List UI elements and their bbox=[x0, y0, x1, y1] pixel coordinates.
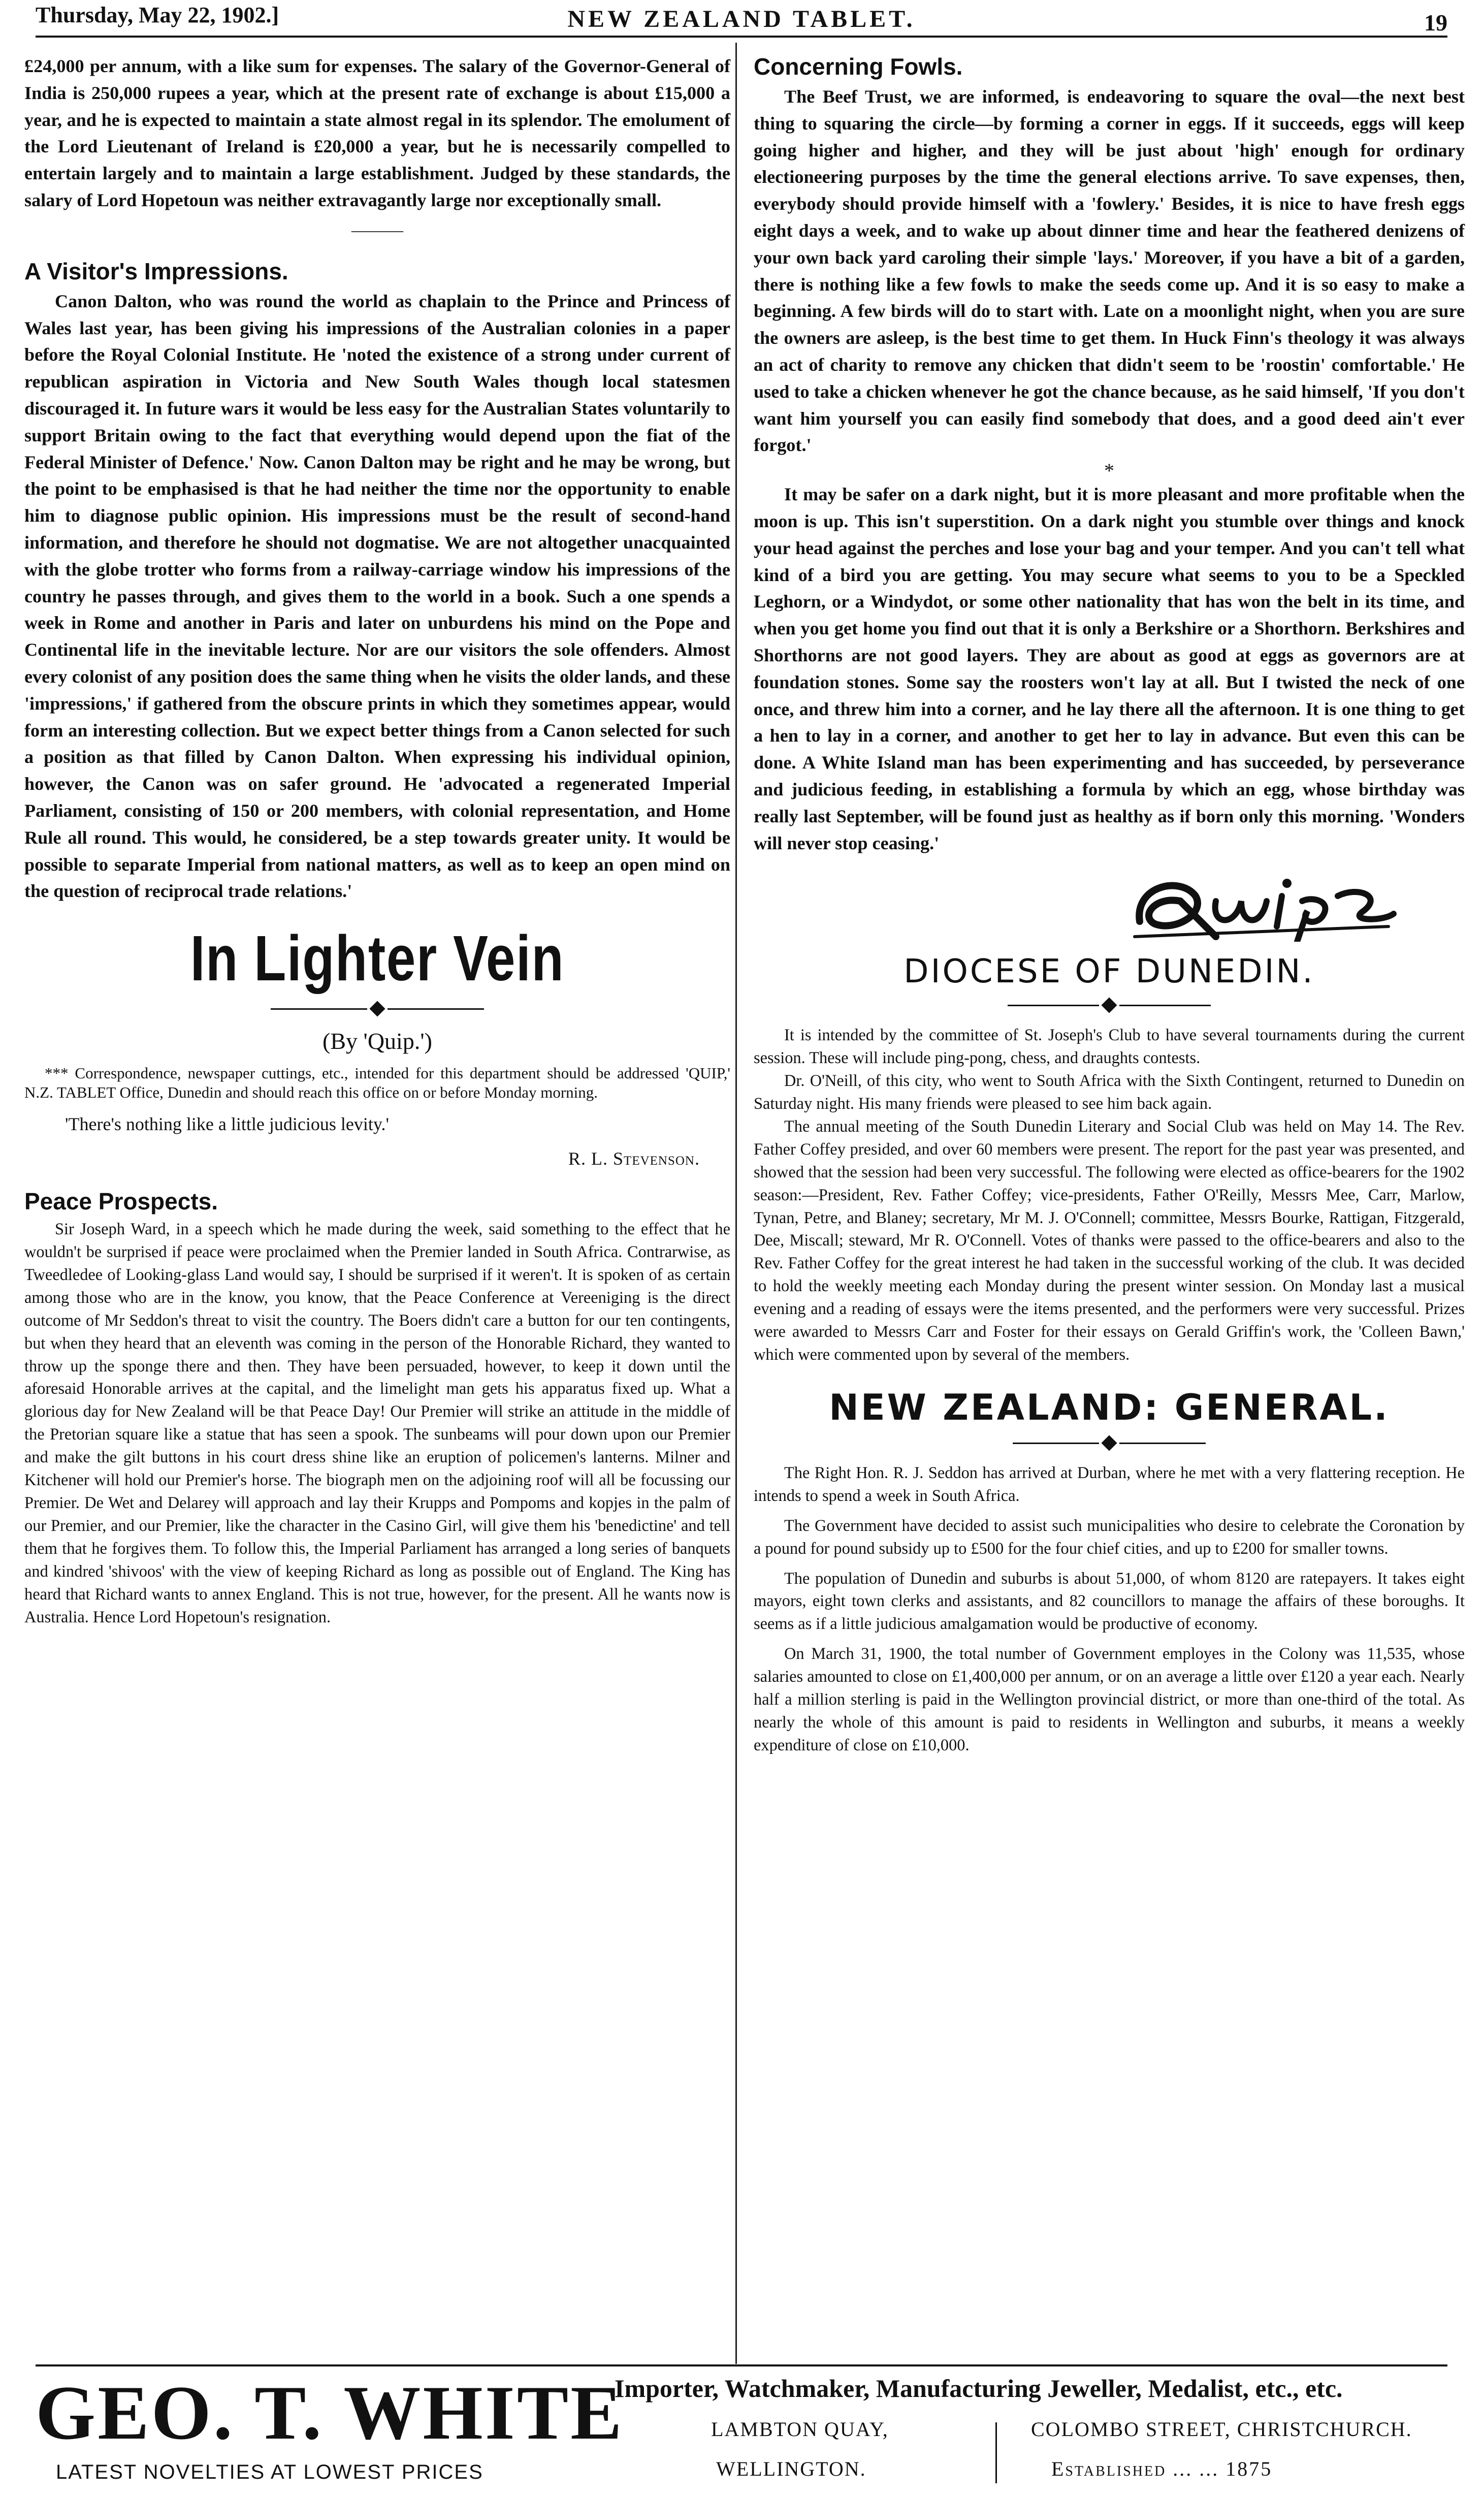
lighter-vein-title: In Lighter Vein bbox=[190, 922, 565, 995]
correspondence-note: *** Correspondence, newspaper cuttings, etc., intended for this department should be addressed 'QUIP,' N.Z. TABLET Office, Dunedin and should reach this office on or before Monday morning. bbox=[24, 1064, 730, 1102]
opening-paragraph: £24,000 per annum, with a like sum for expenses. The salary of the Governor-General of India is 250,000 rupees a year, which at the present rate of exchange is about £15,000 a year, and he is expected to maintain a state almost regal in its splendor. The emolument of the Lord Lieutenant of Ireland is £20,000 a year, but he is necessarily compelled to entertain largely and to maintain a large establishment. Judged by these standards, the salary of Lord Hopetoun was neither extravagantly large nor exceptionally small. bbox=[24, 56, 730, 210]
masthead-title: NEW ZEALAND TABLET. bbox=[567, 6, 916, 33]
issue-date: Thursday, May 22, 1902.] bbox=[36, 3, 279, 27]
page-number: 19 bbox=[1424, 10, 1447, 36]
advertisement-footer bbox=[36, 2364, 1447, 2488]
right-column bbox=[754, 53, 1465, 1757]
fowls-paragraph-2: It may be safer on a dark night, but it is more pleasant and more profitable when the moon is up. This isn't superstition. On a dark night you stumble over things and knock your head against the perches and lose your bag and your temper. And you can't tell what kind of a bird you are getting. You may secure what seems to you to be a Speckled Leghorn, or a Windydot, or some other nationality that has won the belt in its time, and when you get home you find out that it is only a Berkshire or a Shorthorn. Berkshires and Shorthorns are not good layers. They are about as good at eggs as governors are at foundation stones. Some say the roosters won't lay at all. But I twisted the neck of one once, and threw him into a corner, and he lay there all the afternoon. It is one thing to get a hen to lay in a corner, and another to get her to lay in advance. But even this can be done. A White Island man has been experimenting and has succeeded, by perseverance and judicious feeding, in establishing a formula by which an egg, whose birthday was really last September, will be found just as healthy as if born only this morning. 'Wonders will never stop ceasing.' bbox=[754, 484, 1465, 853]
visitor-paragraph: Canon Dalton, who was round the world as chaplain to the Prince and Princess of Wales last year, has been giving his impressions of the Australian colonies in a paper before the Royal Colonial Institute. He 'noted the existence of a strong under current of republican aspiration in Victoria and New South Wales though local statesmen discouraged it. In future wars it would be less easy for the Australian States voluntarily to support Britain owing to the fact that everything would depend upon the fiat of the Federal Minister of Defence.' Now. Canon Dalton may be right and he may be wrong, but the point to be emphasised is that he had neither the time nor the opportunity to enable him to diagnose public opinion. His impressions must be the result of second-hand information, and therefore he should not dogmatise. We are not altogether unacquainted with the globe trotter who forms from a railway-carriage window his impressions of the country he passes through, and gives them to the world in a book. Such a one spends a week in Rome and another in Paris and later on unburdens his mind on the Pope and Continental life in the inevitable lecture. Nor are our visitors the sole offenders. Almost every colonist of any position does the same thing when he visits the older lands, and these 'impressions,' if gathered from the obscure prints in which they sometimes appear, would form an interesting collection. But we expect better things from a Canon selected for such a position as that filled by Canon Dalton. When expressing his individual opinion, however, the Canon was on safer ground. He 'advocated a regenerated Imperial Parliament, consisting of 150 or 200 members, with colonial representation, and Home Rule all round. This would, he considered, be a step towards greater unity. It would be possible to separate Imperial from national matters, as well as to keep an open mind on the question of reciprocal trade relations.' bbox=[24, 291, 730, 902]
general-paragraph-2: The Government have decided to assist such municipalities who desire to celebrate the Coronation by a pound for pound subsidy up to £500 for the four chief cities, and up to £200 for smaller towns. bbox=[754, 1516, 1465, 1558]
advertiser-tagline: LATEST NOVELTIES AT LOWEST PRICES bbox=[56, 2461, 483, 2483]
christchurch-address: COLOMBO STREET, CHRISTCHURCH. bbox=[1031, 2418, 1412, 2441]
epigraph-author: R. L. Stevenson. bbox=[568, 1148, 700, 1169]
peace-heading: Peace Prospects. bbox=[24, 1188, 218, 1215]
wellington-street: LAMBTON QUAY, bbox=[711, 2418, 889, 2441]
page-header bbox=[36, 0, 1447, 38]
advertiser-description: Importer, Watchmaker, Manufacturing Jeweller, Medalist, etc., etc. bbox=[615, 2374, 1343, 2403]
byline: (By 'Quip.') bbox=[322, 1028, 432, 1054]
general-paragraph-4: On March 31, 1900, the total number of Government employes in the Colony was 11,535, whose salaries amounted to close on £1,400,000 per annum, or on an average a little over £120 a year each. Nearly half a million sterling is paid in the Wellington provincial district, or more than one-third of the total. As nearly the whole of this amount is paid to residents in Wellington and suburbs, it means a weekly expenditure of close on £10,000. bbox=[754, 1645, 1465, 1754]
section-star: * bbox=[1104, 459, 1114, 483]
quip-signature bbox=[754, 866, 1404, 942]
general-paragraph-1: The Right Hon. R. J. Seddon has arrived at Durban, where he met with a very flattering reception. He intends to spend a week in South Africa. bbox=[754, 1463, 1465, 1505]
diocese-paragraph-2: Dr. O'Neill, of this city, who went to South Africa with the Sixth Contingent, returned to Dunedin on Saturday night. His many friends were pleased to see him back again. bbox=[754, 1072, 1465, 1113]
diocese-paragraph-3: The annual meeting of the South Dunedin Literary and Social Club was held on May 14. The Rev. Father Coffey presided, and over 60 members were present. The report for the past year was presented, and showed that the session had been very successful. The following were elected as office-bearers for the 1902 season:—President, Rev. Father Coffey; vice-presidents, Father O'Reilly, Messrs Mee, Carr, Marlow, Tynan, Petre, and Blaney; secretary, Mr M. J. O'Connell; committee, Messrs Bourke, Rattigan, Fitzgerald, Dee, Miscall; steward, Mr R. O'Connell. Votes of thanks were passed to the office-bearers and also to the Rev. Father Coffey for the great interest he had taken in the successful working of the club. It was decided to hold the weekly meeting each Monday during the present winter session. On Monday last a musical evening and a reading of essays were the items presented, and the performers were very successful. Prizes were awarded to Messrs Carr and Foster for their essays on Gerald Griffin's work, the 'Colleen Bawn,' which were commented upon by several of the members. bbox=[754, 1117, 1465, 1364]
diocese-ornament bbox=[1008, 998, 1211, 1013]
peace-paragraph: Sir Joseph Ward, in a speech which he made during the week, said something to the effect that he wouldn't be surprised if peace were proclaimed when the Premier landed in South Africa. Contrarwise, as Tweedledee of Looking-glass Land would say, I should be surprised if it weren't. It is spoken of as certain among those who are in the know, you know, that the Peace Conference at Vereeniging is the direct outcome of Mr Seddon's threat to visit the country. The Boers didn't care a button for our ten contingents, but when they heard that an eleventh was coming in the person of the Honorable Richard, they wanted to throw up the sponge there and then. They have been persuaded, however, to keep it down until the aforesaid Honorable arrives at the capital, and the limelight man gets his apparatus fixed up. What a glorious day for New Zealand will be that Peace Day! Our Premier will strike an attitude in the middle of the Pretorian square like a statue that has seen a spook. The sunbeams will pour down upon our Premier and make the gilt buttons in his court dress shine like an eruption of policemen's lanterns. Milner and Kitchener will hold our Premier's horse. The biograph men on the adjoining roof will all be focussing our Premier. De Wet and Delarey will approach and lay their Krupps and Pompoms and kopjes in the palm of our Premier, and our Premier, like the character in the Casino Girl, will give them his 'benedictine' and tell them that he forgives them. To follow this, the Imperial Parliament has arranged a long series of banquets and kindred 'shivoos' with the view of keeping Richard as long as possible out of England. The King has heard that Richard wants to annex England. This is not true, however, for the present. All he wants now is Australia. Hence Lord Hopetoun's resignation. bbox=[24, 1220, 730, 1626]
visitor-heading: A Visitor's Impressions. bbox=[24, 258, 288, 284]
diocese-paragraph-1: It is intended by the committee of St. Joseph's Club to have several tournaments during the current session. These will include ping-pong, chess, and draughts contests. bbox=[754, 1026, 1465, 1068]
general-ornament bbox=[1013, 1435, 1206, 1451]
signature-graphic bbox=[1119, 866, 1404, 942]
location-separator bbox=[995, 2422, 997, 2483]
fowls-heading: Concerning Fowls. bbox=[754, 53, 963, 80]
column-divider bbox=[735, 43, 737, 2364]
epigraph-quote: 'There's nothing like a little judicious levity.' bbox=[65, 1114, 389, 1135]
advertiser-brand: GEO. T. WHITE bbox=[36, 2370, 624, 2455]
general-paragraph-3: The population of Dunedin and suburbs is about 51,000, of whom 8120 are ratepayers. It takes eight mayors, eight town clerks and assistants, and 82 councillors to manage the affairs of these boroughs. It seems as if a little judicious amalgamation would be productive of economy. bbox=[754, 1569, 1465, 1634]
section-divider: ——— bbox=[351, 220, 403, 240]
fowls-paragraph-1: The Beef Trust, we are informed, is endeavoring to square the oval—the next best thing to squaring the circle—by forming a corner in eggs. If it succeeds, eggs will keep going higher and higher, and they will be just about 'high' enough for ordinary electioneering purposes by the time the general elections arrive. To save expenses, then, everybody should provide himself with a 'fowlery.' Besides, it is nice to have fresh eggs eight days a week, and to wake up about dinner time and hear the feathered denizens of your own back yard caroling their simple 'lays.' Moreover, if you have a bit of a garden, there is nothing like a few fowls to make the seeds come up. And it is so easy to make a beginning. A few birds will do to start with. Late on a moonlight night, when you are sure the owners are asleep, is the best time to get them. In Huck Finn's theology it was always an act of charity to remove any chicken that didn't seem to be 'roostin' comfortable.' He used to take a chicken whenever he got the chance because, as he said himself, 'If you don't want him yourself you can easily find somebody that does, and a good deed ain't ever forgot.' bbox=[754, 86, 1465, 456]
general-title: NEW ZEALAND: GENERAL. bbox=[829, 1386, 1390, 1428]
wellington-city: WELLINGTON. bbox=[716, 2457, 866, 2480]
established-year: Established ... ... 1875 bbox=[1051, 2457, 1273, 2480]
left-column bbox=[24, 53, 730, 1628]
diocese-title: DIOCESE OF DUNEDIN. bbox=[904, 953, 1315, 991]
title-ornament bbox=[271, 1001, 484, 1016]
